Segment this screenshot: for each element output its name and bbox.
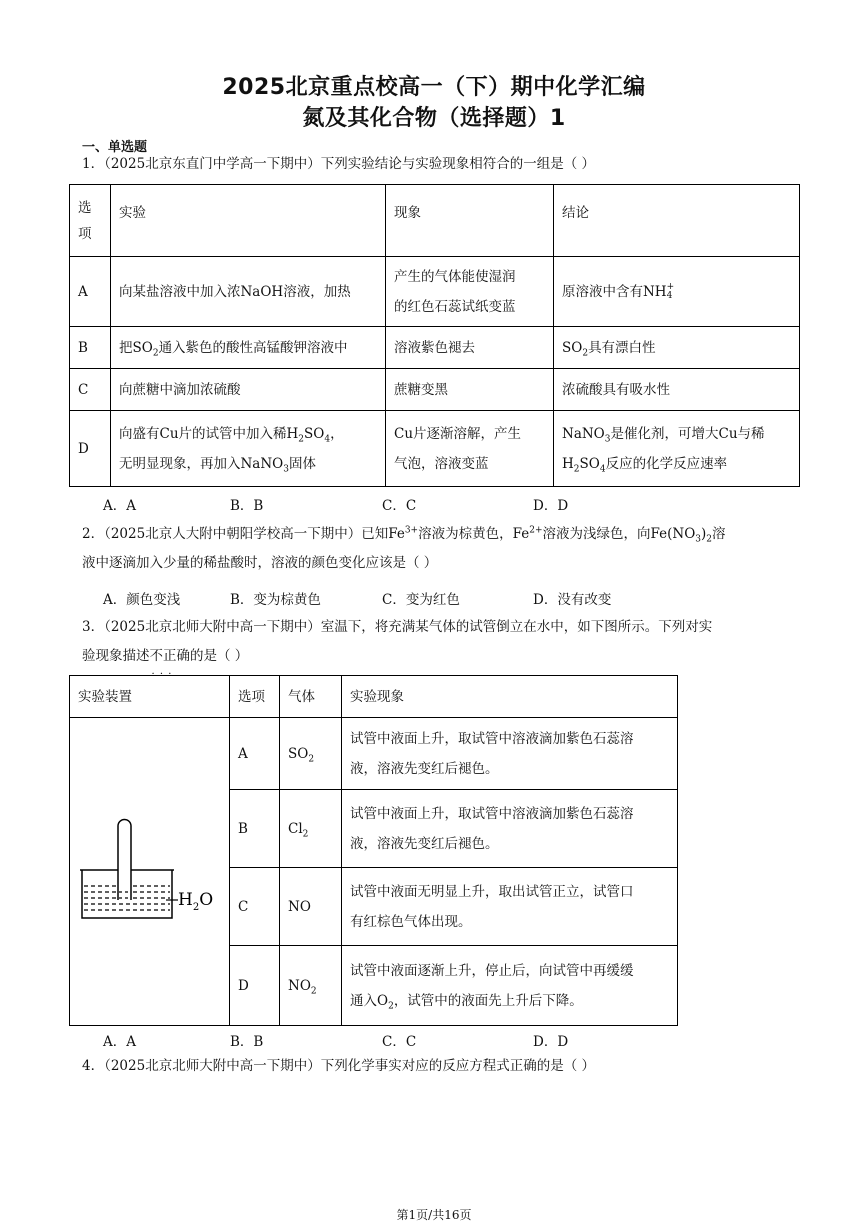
document-subtitle: 氮及其化合物（选择题）1 [302,106,566,131]
exp-sub: 2 [152,348,159,359]
row-option: D [230,946,280,1026]
header-option-line1: 选 [78,199,92,216]
t: ， [330,425,344,442]
t: 4 [324,434,331,445]
t: NaNO [562,425,605,442]
t: 2 [298,434,305,445]
header-phenomenon: 现象 [386,185,554,257]
option-c[interactable]: C．C [382,1034,417,1050]
row-option: D [70,411,111,487]
t: 3 [695,534,702,545]
option-a[interactable]: A．A [103,1034,136,1050]
row-phenomenon: 溶液紫色褪去 [386,327,554,369]
question-2-line2: 液中逐滴加入少量的稀盐酸时，溶液的颜色变化应该是（ ） [82,555,438,571]
table-row [70,411,800,487]
t: SO [288,745,309,762]
table-row [70,257,800,327]
table-row [70,718,678,790]
row-phenomenon: 蔗糖变黑 [386,369,554,411]
header-phenomenon: 实验现象 [342,676,678,718]
question-2-stem [82,520,797,578]
header-option [70,185,111,257]
header-apparatus: 实验装置 [70,676,230,718]
table-header-row [70,676,678,718]
header-option: 选项 [230,676,280,718]
t: 通入O [350,992,389,1009]
t: 是催化剂，可增大Cu与稀 [610,425,765,442]
t: 3 [283,464,289,475]
row-phenomenon [386,257,554,327]
exp-post: 通入紫色的酸性高锰酸钾溶液中 [158,339,348,356]
phenomenon-line1: 试管中液面上升，取试管中溶液滴加紫色石蕊溶 [350,730,634,747]
t: 3+ [404,525,419,536]
t: 2 [302,829,309,840]
row-option: B [230,790,280,868]
page-footer: 第1页/共16页 [396,1208,472,1222]
phenomenon-line2 [350,986,669,1016]
row-option: C [230,868,280,946]
question-3-line2 [82,642,797,671]
option-b[interactable]: B．变为棕黄色 [230,592,321,608]
row-phenomenon [342,790,678,868]
t: 2+ [529,525,543,536]
t: ，试管中的液面先上升后下降。 [393,992,583,1009]
t: SO [304,425,325,442]
option-d[interactable]: D．没有改变 [533,592,612,608]
conclusion-sup: + [666,282,675,292]
option-a[interactable]: A．颜色变浅 [103,592,181,608]
row-phenomenon [342,718,678,790]
option-b[interactable]: B．B [230,498,264,514]
test-tube [118,819,131,900]
t: SO [579,455,600,472]
row-phenomenon [342,868,678,946]
row-gas [280,868,342,946]
row-option: A [70,257,111,327]
t: 向盛有Cu片的试管中加入稀H [119,425,299,442]
phenomenon-line1: 试管中液面无明显上升，取出试管正立，试管口 [350,883,634,900]
concl-line2 [562,449,791,479]
row-conclusion [554,257,800,327]
t: O [199,889,214,910]
phenomenon-line1: Cu片逐渐溶解，产生 [394,425,522,442]
header-gas: 气体 [280,676,342,718]
row-conclusion [554,327,800,369]
t: H [562,455,574,472]
t: 2 [706,534,713,545]
phenomenon-line2: 液，溶液先变红后褪色。 [350,835,499,852]
t: Cl [288,820,303,837]
row-gas [280,946,342,1026]
t: 2 [573,464,580,475]
phenomenon-line2: 有红棕色气体出现。 [350,913,472,930]
phenomenon-line2: 气泡，溶液变蓝 [394,455,489,472]
t: NO [288,977,311,994]
option-b[interactable]: B．B [230,1034,264,1050]
phenomenon-line1: 试管中液面逐渐上升，停止后，向试管中再缓缓 [350,962,634,979]
header-conclusion: 结论 [554,185,800,257]
t: NO [288,898,311,915]
t: 4 [599,464,606,475]
header-option-line2: 项 [78,225,92,242]
document-title: 2025北京重点校高一（下）期中化学汇编 [222,75,646,100]
row-experiment: 向某盐溶液中加入浓NaOH溶液，加热 [111,257,386,327]
phenomenon-line1: 试管中液面上升，取试管中溶液滴加紫色石蕊溶 [350,805,634,822]
phenomenon-line1: 产生的气体能使湿润 [394,268,516,285]
t: H [178,889,193,910]
header-experiment: 实验 [111,185,386,257]
concl-post: 具有漂白性 [588,339,656,356]
exp-pre: 把SO [119,339,153,356]
row-gas [280,790,342,868]
table-row [70,369,800,411]
option-d[interactable]: D．D [533,1034,569,1050]
t: ) [701,526,707,542]
t: 溶液为棕黄色，Fe [418,526,530,542]
conclusion-text: 原溶液中含有NH [562,283,667,300]
option-d[interactable]: D．D [533,498,569,514]
row-experiment: 向蔗糖中滴加浓硫酸 [111,369,386,411]
option-c[interactable]: C．C [382,498,417,514]
question-2-line1 [82,520,797,549]
table-header-row [70,185,800,257]
row-experiment [111,327,386,369]
t: 2．（2025北京人大附中朝阳学校高一下期中）已知Fe [82,526,405,542]
section-heading: 一、单选题 [82,140,148,155]
row-option: B [70,327,111,369]
row-phenomenon [386,411,554,487]
option-a[interactable]: A．A [103,498,136,514]
phenomenon-line2: 的红色石蕊试纸变蓝 [394,298,516,315]
t: 的是（ ） [190,648,249,664]
question-3-line1: 3．（2025北京北师大附中高一下期中）室温下，将充满某气体的试管倒立在水中，如下图所示。下列对实 [82,619,713,635]
t: 2 [388,1001,394,1012]
t: 2 [192,901,200,913]
water-label [178,890,213,913]
t: 反应的化学反应速率 [605,455,728,472]
t: 无明显现象，再加入NaNO [119,455,284,472]
t: 溶液为浅绿色，向Fe(NO [542,526,696,542]
concl-sub: 2 [582,348,589,359]
t: 固体 [288,455,316,472]
t: 2 [308,754,315,765]
question-3-table [69,675,678,1026]
t: 3 [604,434,611,445]
conclusion-sub: 4 [666,291,673,301]
apparatus-cell [70,718,230,1026]
exp-line2 [119,449,377,479]
exp-line1 [119,419,377,449]
concl-line1 [562,419,791,449]
row-phenomenon [342,946,678,1026]
table-row [70,327,800,369]
question-4-stem: 4．（2025北京北师大附中高一下期中）下列化学事实对应的反应方程式正确的是（ ） [82,1058,595,1074]
row-conclusion: 浓硫酸具有吸水性 [554,369,800,411]
row-conclusion [554,411,800,487]
row-option: A [230,718,280,790]
t: 验现象描述 [82,648,150,664]
row-experiment [111,411,386,487]
question-3-stem [82,613,797,671]
option-c[interactable]: C．变为红色 [382,592,460,608]
inverted-test-tube-diagram [70,722,228,1022]
phenomenon-line2: 液，溶液先变红后褪色。 [350,760,499,777]
question-1-stem: 1．（2025北京东直门中学高一下期中）下列实验结论与实验现象相符合的一组是（ ） [82,156,595,172]
row-gas [280,718,342,790]
emphasis-text: 不正确 · · · [150,648,191,664]
t: 溶 [712,526,726,542]
concl-pre: SO [562,339,583,356]
t: 2 [310,986,317,997]
row-option: C [70,369,111,411]
question-1-table [69,184,800,487]
